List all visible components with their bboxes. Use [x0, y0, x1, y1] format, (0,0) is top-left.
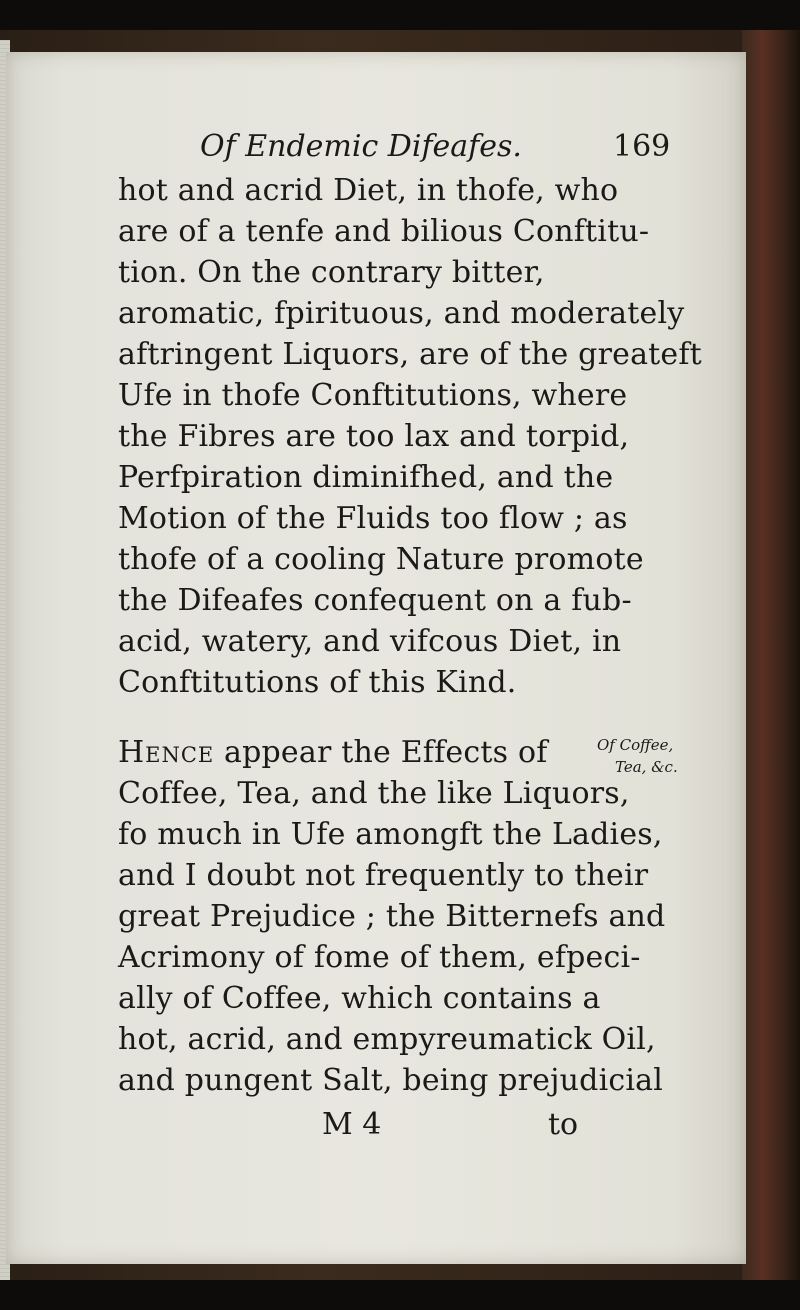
text-line: thofe of a cooling Nature promote [118, 542, 644, 577]
book-spine-edge [742, 30, 800, 1280]
text-line: Acrimony of fome of them, efpeci- [118, 940, 641, 975]
text-line: the Fibres are too lax and torpid, [118, 419, 630, 454]
catchword: to [548, 1107, 579, 1142]
text-line: Ufe in thofe Conftitutions, where [118, 378, 628, 413]
text-line: aftringent Liquors, are of the greateft [118, 337, 702, 372]
text-line: are of a tenfe and bilious Conftitu- [118, 214, 650, 249]
page-number: 169 [613, 129, 671, 164]
signature-mark: M 4 [322, 1107, 382, 1142]
text-line: the Difeafes confequent on a fub- [118, 583, 632, 618]
text-line: Perfpiration diminifhed, and the [118, 460, 614, 495]
text-line: and I doubt not frequently to their [118, 858, 649, 893]
text-line: Coffee, Tea, and the like Liquors, [118, 776, 630, 811]
paragraph-first-line [118, 735, 548, 770]
drop-word-hence: Hence [118, 735, 215, 770]
running-head: Of Endemic Difeafes. [200, 129, 522, 164]
text-line: great Prejudice ; the Bitternefs and [118, 899, 666, 934]
text-line: and pungent Salt, being prejudicial [118, 1063, 664, 1098]
text-line: aromatic, fpirituous, and moderately [118, 296, 685, 331]
text-line: hot, acrid, and empyreumatick Oil, [118, 1022, 656, 1057]
text-line: hot and acrid Diet, in thofe, who [118, 173, 619, 208]
text-line: Motion of the Fluids too flow ; as [118, 501, 628, 536]
margin-note-line-1: Of Coffee, [597, 736, 674, 754]
text-line: fo much in Ufe amongft the Ladies, [118, 817, 663, 852]
first-line-rest: appear the Effects of [224, 735, 548, 770]
text-line: ally of Coffee, which contains a [118, 981, 601, 1016]
margin-note-line-2: Tea, &c. [615, 758, 678, 776]
text-line: tion. On the contrary bitter, [118, 255, 545, 290]
text-line: acid, watery, and vifcous Diet, in [118, 624, 622, 659]
text-line: Conftitutions of this Kind. [118, 665, 517, 700]
